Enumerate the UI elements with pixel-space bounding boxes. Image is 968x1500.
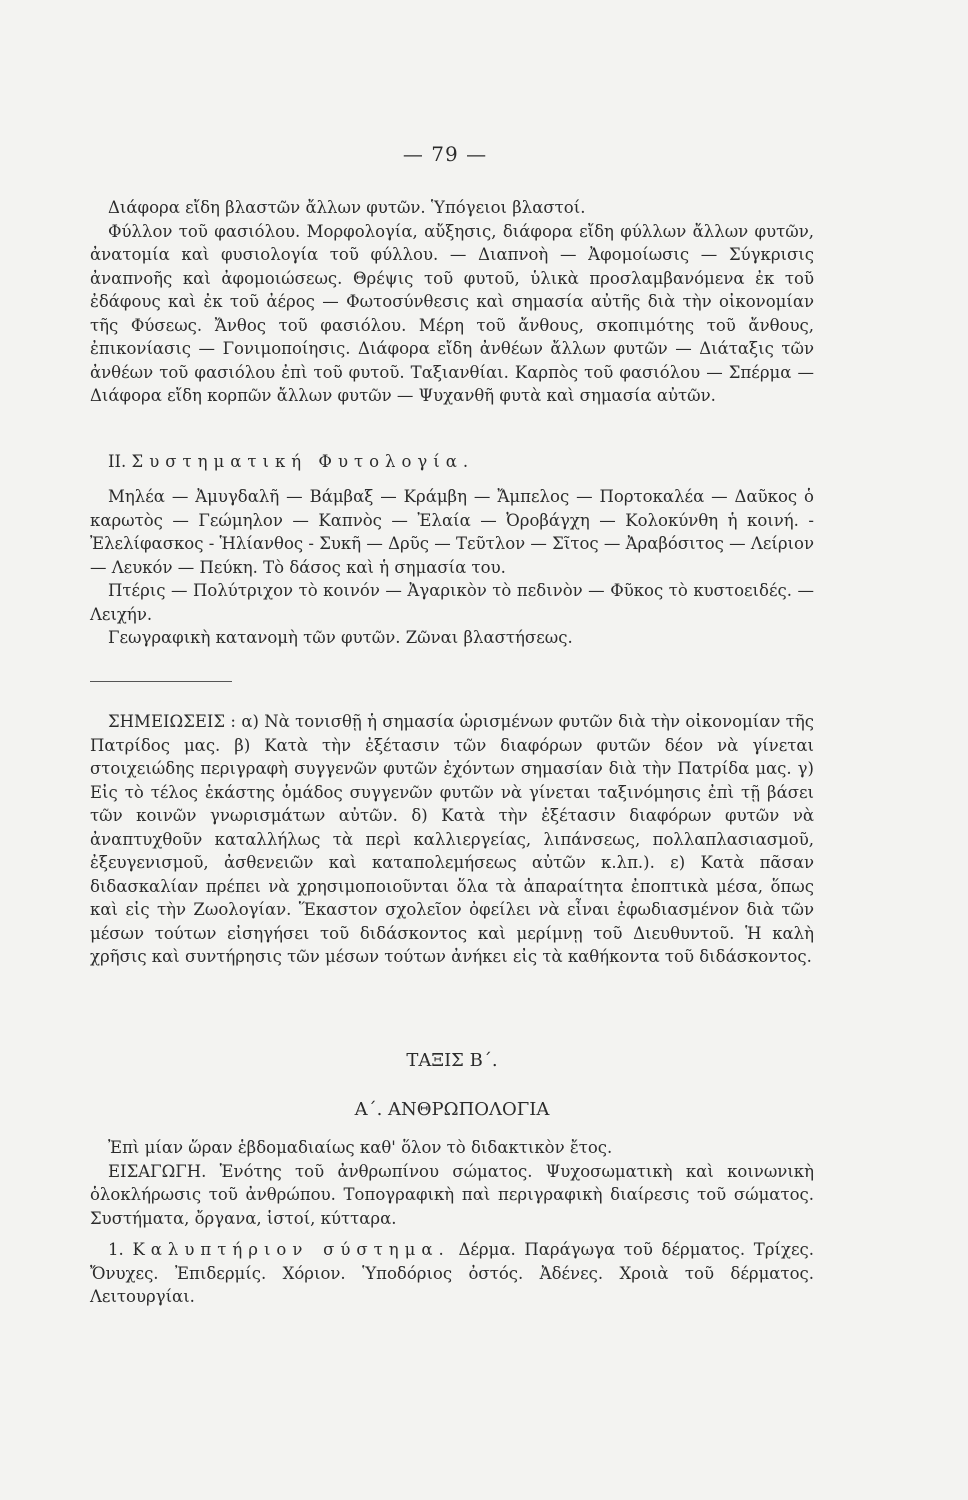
class-heading: ΤΑΞΙΣ Β΄.	[406, 1050, 498, 1071]
section-heading	[90, 450, 814, 474]
paragraph: Ἐπὶ μίαν ὥραν ἑβδομαδιαίως καθ' ὅλον τὸ διδακτικὸν ἔτος.	[108, 1138, 613, 1157]
page-number: — 79 —	[402, 142, 488, 166]
item-title: Καλυπτήριον σύστημα.	[132, 1240, 450, 1259]
notes-block	[90, 710, 814, 969]
subject-heading: Α΄. ΑΝΘΡΩΠΟΛΟΓΙΑ	[354, 1099, 550, 1120]
anthropology-block	[90, 1136, 814, 1230]
paragraph: ΕΙΣΑΓΩΓΗ. Ἑνότης τοῦ ἀνθρωπίνου σώματος. Ψυχοσωματικὴ καὶ κοινωνικὴ ὁλοκλήρωσις τοῦ ἀνθρώπου. Τοπογραφικὴ παὶ περιγραφικὴ διαίρεσις τοῦ σώματος. Συστήματα, ὄργανα, ἱστοί, κύτταρα.	[90, 1161, 814, 1228]
item-1-block	[90, 1238, 814, 1309]
section-divider	[90, 681, 232, 682]
item-number: 1.	[108, 1240, 124, 1259]
systematic-botany-block	[90, 485, 814, 650]
paragraph: Φύλλον τοῦ φασιόλου. Μορφολογία, αὔξησις, διάφορα εἴδη φύλλων ἄλλων φυτῶν, ἀνατομία καὶ φυσιολογία τοῦ φύλλου. — Διαπνοὴ — Ἀφομοίωσις — Σύγκρισις ἀναπνοῆς καὶ ἀφομοιώσεως. Θρέψις τοῦ φυτοῦ, ὑλικὰ προσλαμβανόμενα ἐκ τοῦ ἐδάφους καὶ ἐκ τοῦ ἀέρος — Φωτοσύνθεσις καὶ σημασία αὐτῆς διὰ τὴν οἰκονομίαν τῆς Φύσεως. Ἄνθος τοῦ φασιόλου. Μέρη τοῦ ἄνθους, σκοπιμότης τοῦ ἄνθους, ἐπικονίασις — Γονιμοποίησις. Διάφορα εἴδη ἀνθέων ἄλλων φυτῶν — Διάταξις τῶν ἀνθέων τοῦ φασιόλου ἐπὶ τοῦ φυτοῦ. Ταξιανθίαι. Καρπὸς τοῦ φασιόλου — Σπέρμα — Διάφορα εἴδη κορπῶν ἄλλων φυτῶν — Ψυχανθῆ φυτὰ καὶ σημασία αὐτῶν.	[90, 221, 814, 405]
paragraph: Πτέρις — Πολύτριχον τὸ κοινόν — Ἀγαρικὸν τὸ πεδινὸν — Φῦκος τὸ κυστοειδές. — Λειχήν.	[90, 581, 814, 624]
paragraph: Μηλέα — Ἀμυγδαλῆ — Βάμβαξ — Κράμβη — Ἄμπελος — Πορτοκαλέα — Δαῦκος ὁ καρωτὸς — Γεώμηλον — Καπνὸς — Ἐλαία — Ὀροβάγχη — Κολοκύνθη ἡ κοινή. - Ἐλελίφασκος - Ἡλίανθος - Συκῆ — Δρῦς — Τεῦτλον — Σῖτος — Ἀραβόσιτος — Λείριον — Λευκόν — Πεύκη. Τὸ δάσος καὶ ἡ σημασία του.	[90, 487, 814, 577]
paragraph: Γεωγραφικὴ κατανομὴ τῶν φυτῶν. Ζῶναι βλαστήσεως.	[108, 628, 573, 647]
notes-paragraph: ΣΗΜΕΙΩΣΕΙΣ : α) Νὰ τονισθῇ ἡ σημασία ὡρισμένων φυτῶν διὰ τὴν οἰκονομίαν τῆς Πατρίδος μας. β) Κατὰ τὴν ἐξέτασιν τῶν διαφόρων φυτῶν δέον νὰ γίνεται στοιχειώδης περιγραφὴ συγγενῶν φυτῶν ἐχόντων σημασίαν διὰ τὴν Πατρίδα μας. γ) Εἰς τὸ τέλος ἑκάστης ὁμάδος συγγενῶν φυτῶν νὰ γίνεται ταξινόμησις ἐπὶ τῇ βάσει τῶν κοινῶν γνωρισμάτων αὐτῶν. δ) Κατὰ τὴν ἐξέτασιν διαφόρων φυτῶν νὰ ἀναπτυχθοῦν καταλλήλως τὰ περὶ καλλιεργείας, λιπάνσεως, πολλαπλασιασμοῦ, ἐξευγενισμοῦ, ἀσθενειῶν καὶ καταπολεμήσεως αὐτῶν κ.λπ.). ε) Κατὰ πᾶσαν διδασκαλίαν πρέπει νὰ χρησιμοποιοῦνται ὅλα τὰ ἀπαραίτητα ἐποπτικὰ μέσα, ὅπως καὶ εἰς τὴν Ζωολογίαν. Ἕκαστον σχολεῖον ὀφείλει νὰ εἶναι ἐφωδιασμένον διὰ τῶν μέσων τούτων εἰσηγήσει τοῦ διδάσκοντος καὶ μερίμνῃ τοῦ Διευθυντοῦ. Ἡ καλὴ χρῆσις καὶ συντήρησις τῶν μέσων τούτων ἀνήκει εἰς τὰ καθήκοντα τοῦ διδάσκοντος.	[90, 712, 814, 966]
section-number: ΙΙ.	[108, 452, 127, 471]
section-title: Συστηματική Φυτολογία.	[131, 452, 475, 471]
botany-morphology-block	[90, 196, 814, 408]
item-text: Δέρμα. Παράγωγα τοῦ δέρματος. Τρίχες. Ὄνυχες. Ἐπιδερμίς. Χόριον. Ὑποδόριος ὀστός. Ἀδένες. Χροιὰ τοῦ δέρματος. Λειτουργίαι.	[90, 1240, 815, 1306]
paragraph: Διάφορα εἴδη βλαστῶν ἄλλων φυτῶν. Ὑπόγειοι βλαστοί.	[108, 198, 586, 217]
